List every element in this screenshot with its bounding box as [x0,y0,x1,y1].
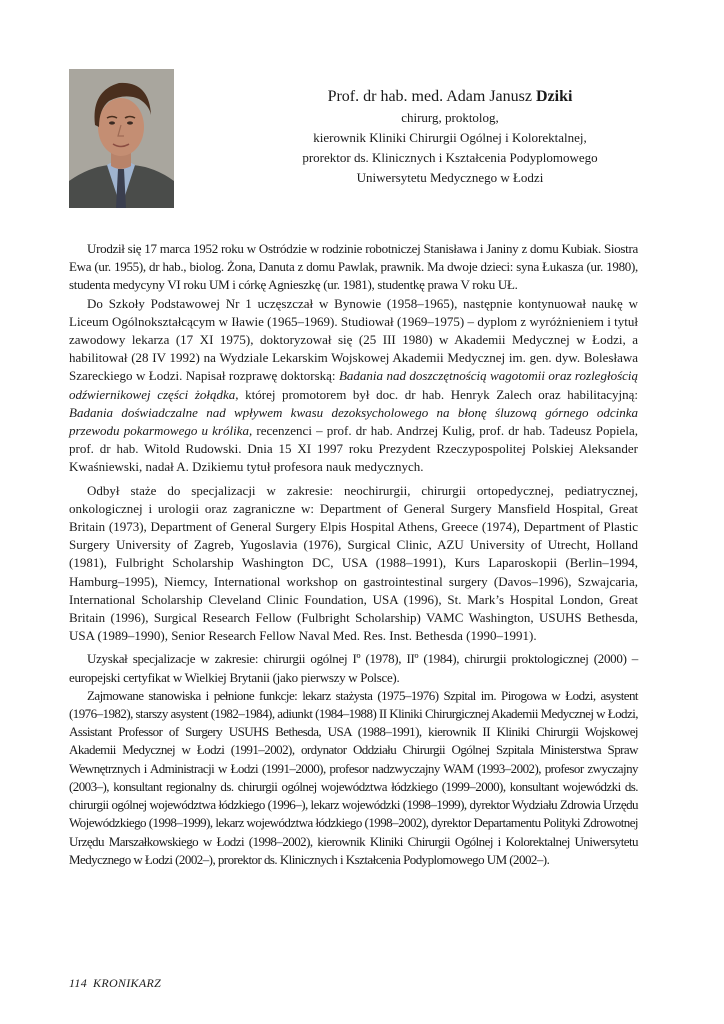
portrait-illustration [69,69,174,208]
paragraph-education [69,295,638,477]
paragraph-positions: Zajmowane stanowiska i pełnione funkcje: lekarz stażysta (1975–1976) Szpital im. Pirogowa w Łodzi, asystent (1976–1982), starszy asystent (1982–1984), adiunkt (1984–1988) II Kliniki Chirurgicznej Akademii Medycznej w Łodzi, Assistant Professor of Surgery USUHS Bethesda, USA (1988–1991), kierownik II Kliniki Chirurgii Wojskowej Akademii Medycznej w Łodzi (1991–2002), ordynator Oddziału Chirurgii Ogólnej Szpitala Ministerstwa Spraw Wewnętrznych i Administracji w Łodzi (1991–2000), profesor nadzwyczajny WAM (1993–2002), profesor zwyczajny (2003–), konsultant regionalny ds. chirurgii ogólnej województwa łódzkiego (1999–2000), konsultant wojewódzki ds. chirurgii ogólnej województwa łódzkiego (1996–), lekarz wojewódzki (1998–1999), dyrektor Wydziału Zdrowia Urzędu Wojewódzkiego (1998–1999), lekarz województwa łódzkiego (1998–2002), dyrektor Departamentu Polityki Zdrowotnej Urzędu Marszałkowskiego w Łodzi (1998–2002), kierownik Kliniki Chirurgii Ogólnej i Kolorektalnej Uniwersytetu Medycznego w Łodzi (2002–), prorektor ds. Klinicznych i Kształcenia Podyplomowego UM (2002–). [69,687,638,867]
habilitation-thesis-title: Badania doświadczalne nad wpływem kwasu dezoksycholowego na błonę śluzową górnego odcinka przewodu pokarmowego u królika, [69,404,638,439]
author-surname: Dziki [535,88,573,105]
page-number: 114 [69,976,88,990]
paragraph-internships: Odbył staże do specjalizacji w zakresie: neochirurgii, chirurgii ortopedycznej, pediatrycznej, onkologicznej i urologii oraz zagraniczne w: Department of General Surgery Mansfield Hospital, Great Britain (1973), Department of General Surgery Elpis Hospital Athens, Greece (1974), Department of Plastic Surgery University of Zagreb, Yugoslavia (1976), Surgical Clinic, AZU University of Utrecht, Holland (1981), Fulbright Scholarship Washington DC, USA (1988–1991), Kurs Laparoskopii (Berlin–1994, Hamburg–1995), Niemcy, International workshop on gastrointestinal surgery (Davos–1996), Szwajcaria, International Scholarship Cleveland Clinic Foundation, USA (1996), St. Mark’s Hospital London, Great Britain (1996), Surgical Research Fellow (Fulbright Scholarship) VAMC Washington, USUHS Bethesda, USA (1989–1990), Senior Research Fellow Naval Med. Res. Inst. Bethesda (1990–1991). [69,482,638,644]
author-name-prefix: Prof. dr hab. med. Adam Janusz [327,88,532,105]
author-title-line: prorektor ds. Klinicznych i Kształcenia Podyplomowego [302,150,598,165]
author-title-line: Uniwersytetu Medycznego w Łodzi [356,170,544,185]
author-title-line: chirurg, proktolog, [401,110,499,125]
education-text-end: recenzenci – prof. dr hab. Andrzej Kulig, prof. dr hab. Tadeusz Popiela, prof. dr hab. Witold Rudowski. Dnia 15 XI 1997 roku Prezydent Rzeczypospolitej Polskiej Aleksander Kwaśniewski, nadał A. Dzikiemu tytuł profesora nauk medycznych. [69,423,638,475]
author-portrait-photo [69,69,174,208]
page-footer [69,976,161,991]
biography-text [69,240,638,869]
journal-name: KRONIKARZ [93,976,162,990]
paragraph-birth-family: Urodził się 17 marca 1952 roku w Ostródzie w rodzinie robotniczej Stanisława i Janiny z domu Kubiak. Siostra Ewa (ur. 1955), dr hab., biolog. Żona, Danuta z domu Pawlak, prawnik. Ma dwoje dzieci: syna Łukasza (ur. 1980), studenta medycyny VI roku UM i córkę Agnieszkę (ur. 1981), studentkę prawa V roku UŁ. [69,241,638,293]
education-text: Do Szkoły Podstawowej Nr 1 uczęszczał w Bynowie (1958–1965), następnie kontynuował naukę w Liceum Ogólnokształcącym w Iławie (1965–1969). Studiował (1969–1975) – dyplom z wyróżnieniem i tytuł zawodowy lekarza (17 XI 1975), doktoryzował się (25 III 1980) w Akademii Medycznej w Łodzi, a habilitował (28 IV 1992) na Wydziale Lekarskim Wojskowej Akademii Medycznej im. gen. dyw. Bolesława Szareckiego w Łodzi. Napisał rozprawę doktorską: [69,295,638,384]
paragraph-specializations: Uzyskał specjalizacje w zakresie: chirurgii ogólnej Iº (1978), IIº (1984), chirurgii proktologicznej (2000) – europejski certyfikat w Wielkiej Brytanii (jako pierwszy w Polsce). [69,651,638,685]
doctoral-thesis-title: Badania nad doszczętnością wagotomii oraz rozległością odźwiernikowej części żołądka [69,368,639,402]
author-name [215,86,685,108]
author-title-line: kierownik Kliniki Chirurgii Ogólnej i Kolorektalnej, [313,130,587,145]
education-text-continued: , której promotorem był doc. dr hab. Henryk Zalech oraz habilitacyjną: [235,386,638,402]
author-header [215,86,685,188]
